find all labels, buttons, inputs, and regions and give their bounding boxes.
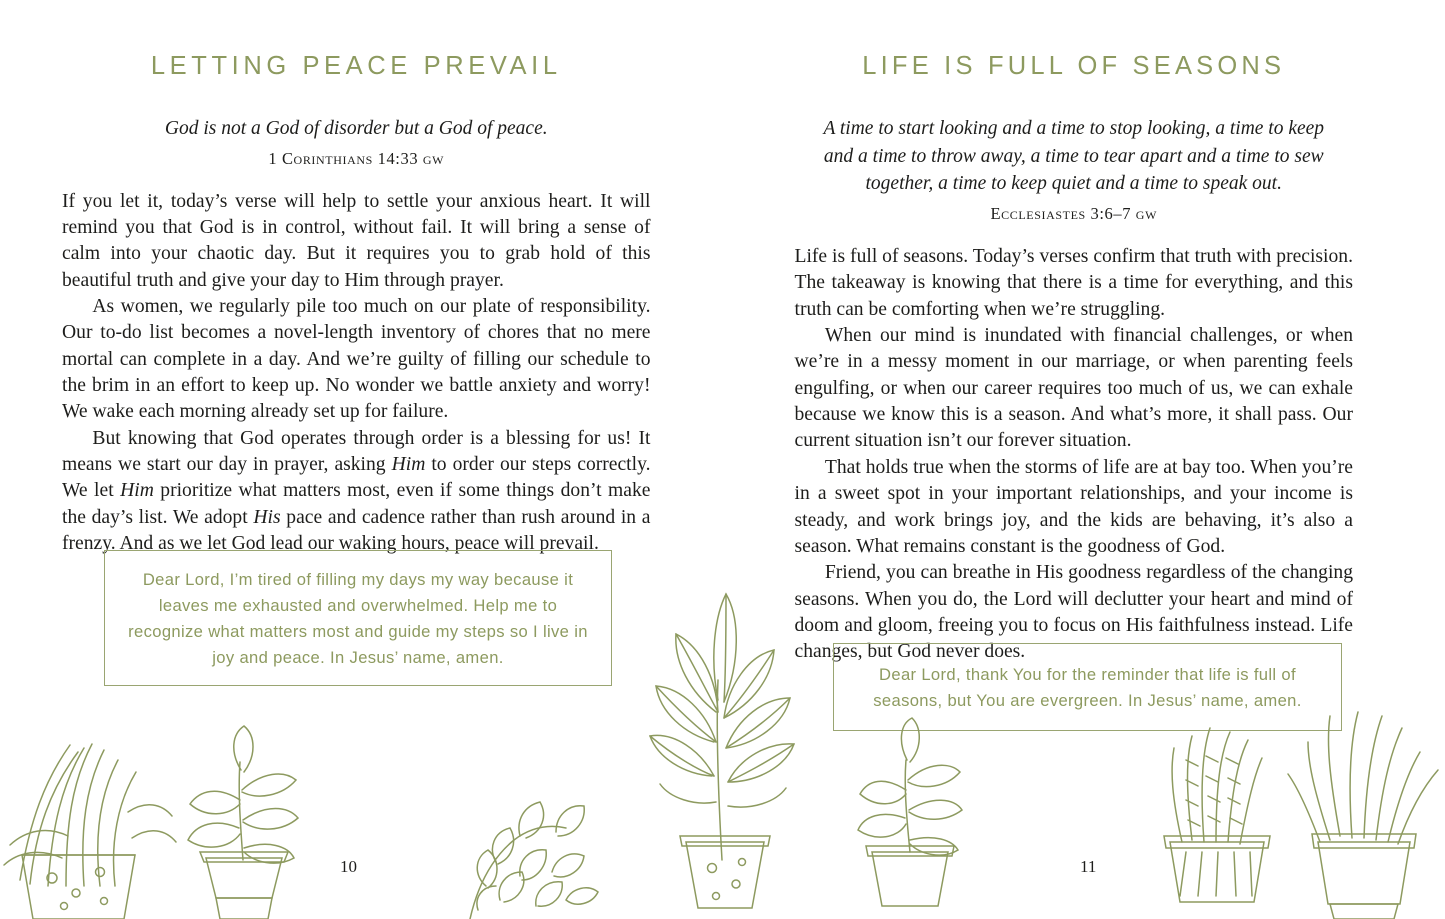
left-body-text	[62, 189, 651, 558]
left-p3-part-d: pace and cadence rather than rush around in a frenzy. And as we let God lead our waking hours, peace will prevail.	[62, 506, 651, 555]
left-prayer-box: Dear Lord, I’m tired of filling my days my way because it leaves me exhausted and overwhelmed. Help me to recognize what matters most and guide my steps so I live in joy and peace. In Jesus’ name, amen.	[104, 550, 612, 686]
right-page-number: 11	[1080, 857, 1097, 876]
right-paragraph-1: Life is full of seasons. Today’s verses confirm that truth with precision. The takeaway is knowing that there is a time for everything, and this truth can be comforting when we’re struggling.	[794, 246, 1353, 320]
left-p3-part-c: prioritize what matters most, even if some things don’t make the day’s list. We adopt	[62, 480, 651, 528]
right-verse-reference: Ecclesiastes 3:6–7 gw	[990, 204, 1158, 224]
right-page	[723, 0, 1445, 919]
left-p3-em-2: Him	[120, 480, 154, 502]
right-verse-text: A time to start looking and a time to stop looking, a time to keep and a time to throw away, a time to tear apart and a time to sew together, a time to keep quiet and a time to speak out.	[823, 118, 1325, 195]
right-devotion-title: LIFE IS FULL OF SEASONS	[862, 52, 1286, 80]
left-verse-text: God is not a God of disorder but a God of peace.	[164, 118, 548, 139]
left-p3-part-a: But knowing that God operates through order is a blessing for us! It means we start our day in prayer, asking	[62, 427, 651, 476]
right-prayer-box: Dear Lord, thank You for the reminder that life is full of seasons, but You are evergreen. In Jesus’ name, amen.	[833, 643, 1342, 731]
right-paragraph-4: Friend, you can breathe in His goodness regardless of the changing seasons. When you do, the Lord will declutter your heart and mind of doom and gloom, freeing you to focus on His faithfulness instead. Life changes, but God never does.	[794, 562, 1353, 663]
right-paragraph-2: When our mind is inundated with financial challenges, or when we’re in a messy moment in our marriage, or when parenting feels engulfing, or when our career requires too much of us, we can exhale because we know this is a season. And what’s more, it shall pass. Our current situation isn’t our forever situation.	[794, 325, 1353, 452]
right-body-text	[795, 244, 1354, 666]
left-paragraph-1: If you let it, today’s verse will help to settle your anxious heart. It will remind you that God is in control, without fail. It will bring a sense of calm into your chaotic day. But it requires you to grab hold of this beautiful truth and give your day to Him through prayer.	[62, 190, 651, 291]
left-devotion-title: LETTING PEACE PREVAIL	[150, 52, 562, 80]
left-p3-part-b: to order our steps correctly. We let	[62, 454, 651, 502]
left-verse-reference: 1 Corinthians 14:33 gw	[268, 148, 445, 168]
left-paragraph-3	[62, 426, 651, 558]
right-paragraph-3: That holds true when the storms of life are at bay too. When you’re in a sweet spot in your important relationships, and your income is steady, and work brings joy, and the kids are behaving, it’s also a season. What remains constant is the goodness of God.	[794, 456, 1353, 557]
left-paragraph-2: As women, we regularly pile too much on our plate of responsibility. Our to-do list becomes a novel-length inventory of chores that no mere mortal can complete in a day. And we’re guilty of filling our schedule to the brim in an effort to keep up. No wonder we battle anxiety and worry! We wake each morning already set up for failure.	[62, 296, 651, 423]
left-page-number: 10	[340, 857, 357, 876]
left-p3-em-3: His	[253, 506, 281, 528]
left-p3-em-1: Him	[391, 454, 426, 476]
